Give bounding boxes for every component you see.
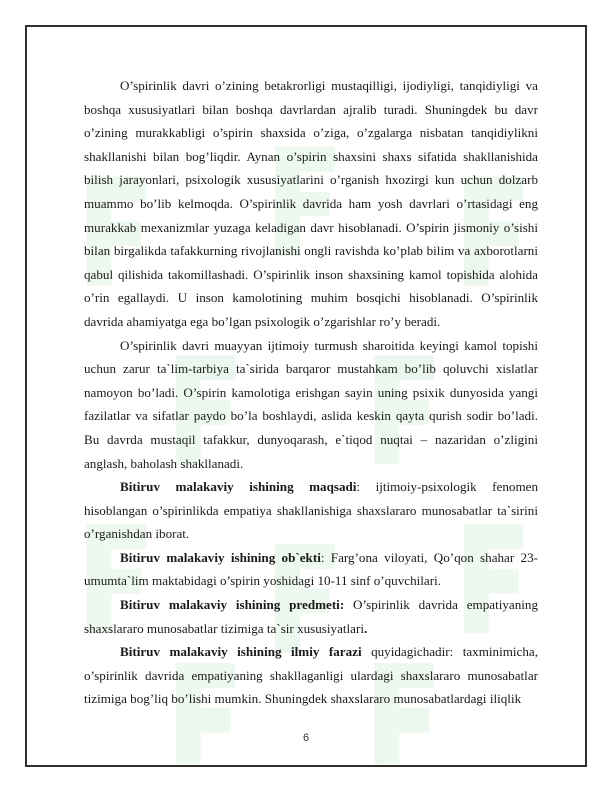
paragraph-subject bbox=[84, 593, 538, 640]
goal-label: Bitiruv malakaviy ishining maqsadi bbox=[120, 479, 357, 495]
object-text: Farg’ona viloyati, Qo’qon shahar 23-umumta`lim maktabidagi o’spirin yoshidagi 10-11 sinf o’quvchilari. bbox=[84, 549, 538, 589]
subject-label: Bitiruv malakaviy ishining predmeti: bbox=[120, 597, 345, 613]
subject-end: . bbox=[363, 620, 368, 636]
object-separator: : bbox=[320, 549, 325, 565]
paragraph-intro: O’spirinlik davri o’zining betakrorligi mustaqilligi, ijodiyligi, tanqidiyligi va boshqa xususiyatlari bilan boshqa davrlardan ajralib turadi. Shuningdek bu davr o’zining murakkabligi o’spirin shaxsida o’ziga, o’zgalarga nisbatan tanqidiylikni shakllanishi bilan bog’liqdir. Aynan o’spirin shaxsini shaxs sifatida shakllanishida bilish jarayonlari, psixologik xususiyatlarini o’rganish hxozirgi kun uchun dolzarb muammo bo’lib kelmoqda. O’spirinlik davrida ham yosh davrlari o’rtasidagi eng murakkab mexanizmlar yuzaga keladigan davr hisoblanadi. O’spirin jismoniy o’sishi bilan birgalikda tafakkurning rivojlanishi ongli ravishda ko’plab bilim va axborotlarni qabul qilishida takomillashadi. O’spirinlik inson shaxsining kamol topishida alohida o’rin egallaydi. U inson kamolotining muhim bosqichi hisoblanadi. O’spirinlik davrida ahamiyatga ega bo’lgan psixologik o’zgarishlar ro’y beradi. bbox=[84, 78, 538, 329]
paragraph-development: O’spirinlik davri muayyan ijtimoiy turmush sharoitida keyingi kamol topishi uchun zarur ta`lim-tarbiya ta`sirida barqaror mustahkam bo’lib qoluvchi xislatlar namoyon bo’ladi. O’spirin kamolotiga erishgan sayin uning psixik dunyosida yangi fazilatlar va sifatlar paydo bo’la boshlaydi, aslida keskin qayta qurish sodir bo’ladi. Bu davrda mustaqil tafakkur, dunyoqarash, e`tiqod nuqtai – nazaridan o’zligini anglash, baholash shakllanadi. bbox=[84, 337, 538, 471]
document-body bbox=[84, 74, 538, 711]
paragraph-hypothesis bbox=[84, 640, 538, 711]
hypothesis-label: Bitiruv malakaviy ishining ilmiy farazi bbox=[120, 644, 362, 660]
goal-text: ijtimoiy-psixologik fenomen hisoblangan o’spirinlikda empatiya shakllanishiga shaxslararo munosabatlar ta`sirini o’rganishdan iborat. bbox=[84, 479, 538, 542]
paragraph-object bbox=[84, 546, 538, 593]
page-number: 6 bbox=[302, 732, 310, 744]
page-frame bbox=[25, 25, 587, 767]
object-label: Bitiruv malakaviy ishining ob`ekti bbox=[120, 549, 321, 565]
subject-text: O’spirinlik davrida empatiyaning shaxslararo munosabatlar tizimiga ta`sir xususiyatlari bbox=[84, 597, 538, 636]
goal-separator: : bbox=[356, 479, 361, 495]
paragraph-goal bbox=[84, 475, 538, 546]
hypothesis-text: quyidagichadir: taxminimicha, o’spirinlik davrida empatiyaning shakllaganligi ulardagi shaxslararo munosabatlar tizimiga bog’liq bo’lishi mumkin. Shuningdek shaxslararo munosabatlardagi iliqlik bbox=[84, 644, 538, 707]
